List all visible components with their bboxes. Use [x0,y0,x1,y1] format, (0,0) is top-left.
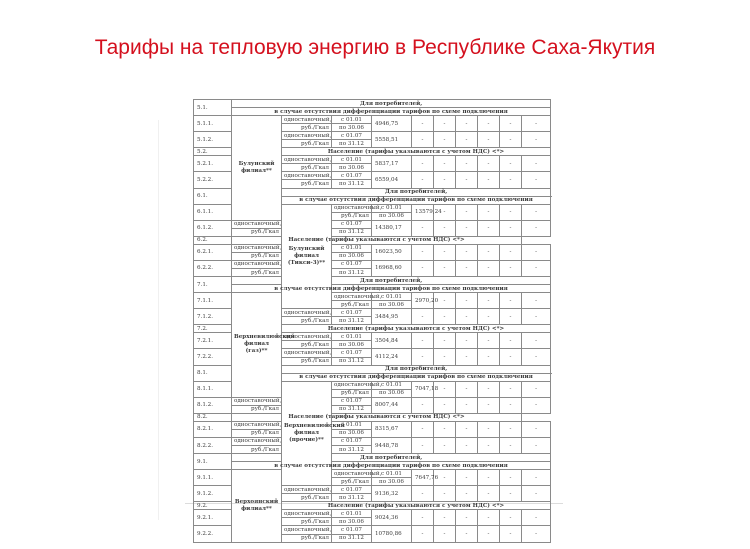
tariff-value: 5558,51 [372,132,412,148]
empty-value: - [456,244,478,260]
tariff-value: 2970,20 [412,293,434,309]
empty-value: - [456,293,478,309]
tariff-value: 7047,18 [412,381,434,397]
empty-value: - [478,470,500,486]
row-number: 8.2.2. [194,437,232,453]
empty-value: - [522,397,551,413]
empty-value: - [478,421,500,437]
tariff-unit: руб./Гкал [232,429,282,437]
empty-value: - [500,156,522,172]
empty-value: - [500,116,522,132]
empty-value: - [500,260,522,276]
empty-value: - [434,349,456,365]
consumer-header-note: в случае отсутствия дифференциации тарифов по схеме подключения [232,462,551,470]
empty-value: - [478,260,500,276]
empty-value: - [456,220,478,236]
tariff-type: одноставочный, [232,244,282,252]
tariff-unit: руб./Гкал [282,494,332,502]
empty-value: - [456,349,478,365]
empty-value: - [434,381,456,397]
section-header-row [194,454,551,462]
row-number: 8.2. [194,413,232,421]
empty-value: - [500,510,522,526]
empty-value: - [456,437,478,453]
empty-value: - [500,349,522,365]
empty-value: - [522,470,551,486]
tariff-value: 16968,60 [372,260,412,276]
empty-value: - [500,381,522,397]
empty-value: - [434,526,456,542]
empty-value: - [522,172,551,188]
empty-value: - [478,381,500,397]
row-number: 9.2.2. [194,526,232,542]
tariff-type: одноставочный, [332,204,372,212]
tariff-value: 16023,50 [372,244,412,260]
tariff-unit: руб./Гкал [332,301,372,309]
tariff-type: одноставочный, [282,510,332,518]
empty-value: - [456,116,478,132]
row-number: 8.1. [194,365,232,381]
empty-value: - [412,116,434,132]
period-end: по 30.06 [332,341,372,349]
tariff-value: 14380,17 [372,220,412,236]
slide-title: Тарифы на тепловую энергию в Республике Саха-Якутия [94,36,656,59]
row-number: 9.1. [194,454,232,470]
empty-value: - [434,333,456,349]
empty-value: - [500,172,522,188]
empty-value: - [522,421,551,437]
period-end: по 31.12 [332,405,372,413]
empty-value: - [434,244,456,260]
tariff-type: одноставочный, [282,526,332,534]
period-start: с 01.07 [332,526,372,534]
consumer-header: Для потребителей, [232,454,551,462]
consumer-header: Для потребителей, [232,100,551,108]
empty-value: - [478,526,500,542]
row-number: 8.1.2. [194,397,232,413]
empty-value: - [478,156,500,172]
empty-value: - [434,132,456,148]
empty-value: - [478,244,500,260]
row-number: 7.1.2. [194,309,232,325]
table-row [194,397,551,405]
empty-value: - [500,470,522,486]
empty-value: - [412,349,434,365]
empty-value: - [500,309,522,325]
empty-value: - [434,437,456,453]
row-number: 5.2.1. [194,156,232,172]
population-header-row [194,413,551,421]
period-end: по 31.12 [332,268,372,276]
empty-value: - [478,116,500,132]
tariff-value: 8315,67 [372,421,412,437]
period-end: по 30.06 [332,252,372,260]
tariff-type: одноставочный, [332,381,372,389]
empty-value: - [522,437,551,453]
empty-value: - [456,309,478,325]
period-start: с 01.01 [332,333,372,341]
period-start: с 01.01 [372,204,412,212]
empty-value: - [434,220,456,236]
period-end: по 30.06 [332,429,372,437]
empty-value: - [478,220,500,236]
empty-value: - [522,156,551,172]
empty-value: - [412,510,434,526]
period-end: по 31.12 [332,446,372,454]
empty-value: - [434,470,456,486]
empty-value: - [412,172,434,188]
empty-value: - [456,526,478,542]
tariff-value: 9136,32 [372,486,412,502]
empty-value: - [500,293,522,309]
tariff-value: 10780,86 [372,526,412,542]
empty-value: - [500,333,522,349]
tariff-type: одноставочный, [282,156,332,164]
empty-value: - [412,220,434,236]
empty-value: - [522,510,551,526]
row-number: 9.1.2. [194,486,232,502]
empty-value: - [412,421,434,437]
empty-value: - [412,156,434,172]
period-end: по 30.06 [332,164,372,172]
empty-value: - [434,397,456,413]
empty-value: - [478,486,500,502]
section-header-row [194,285,551,293]
consumer-header-note: в случае отсутствия дифференциации тарифов по схеме подключения [282,196,551,204]
tariff-value: 6559,04 [372,172,412,188]
empty-value: - [500,397,522,413]
tariff-table [193,99,551,543]
tariff-type: одноставочный, [282,116,332,124]
empty-value: - [456,397,478,413]
row-number: 7.1. [194,277,232,293]
tariff-unit: руб./Гкал [282,341,332,349]
table-row [194,244,551,252]
tariff-unit: руб./Гкал [282,534,332,542]
tariff-table-body [194,100,551,543]
row-number: 5.2.2. [194,172,232,188]
empty-value: - [434,309,456,325]
empty-value: - [412,526,434,542]
empty-value: - [412,486,434,502]
empty-value: - [434,421,456,437]
empty-value: - [522,244,551,260]
empty-value: - [500,132,522,148]
empty-value: - [500,486,522,502]
period-end: по 31.12 [332,534,372,542]
empty-value: - [522,381,551,397]
empty-value: - [478,397,500,413]
row-number: 6.1.2. [194,220,232,236]
row-number: 7.2. [194,325,232,333]
period-start: с 01.07 [332,486,372,494]
empty-value: - [456,381,478,397]
period-start: с 01.01 [332,156,372,164]
empty-value: - [478,204,500,220]
empty-value: - [478,132,500,148]
empty-value: - [456,204,478,220]
empty-value: - [412,244,434,260]
empty-value: - [434,116,456,132]
empty-value: - [434,204,456,220]
empty-value: - [456,486,478,502]
period-start: с 01.07 [332,260,372,268]
consumer-header: Для потребителей, [282,188,551,196]
period-start: с 01.07 [332,132,372,140]
tariff-unit: руб./Гкал [232,268,282,276]
table-row [194,437,551,445]
row-number: 6.2.1. [194,244,232,260]
empty-value: - [522,486,551,502]
tariff-value: 13579,24 [412,204,434,220]
empty-value: - [456,132,478,148]
section-header-row [194,462,551,470]
branch-name: Верхневилюйский филиал (газ)** [232,293,282,398]
period-end: по 30.06 [372,212,412,220]
tariff-value: 3504,84 [372,333,412,349]
row-number: 6.1. [194,188,232,204]
empty-value: - [522,220,551,236]
empty-value: - [522,349,551,365]
branch-name: Булунский филиал (Тикси-3)** [282,204,332,309]
empty-value: - [522,204,551,220]
tariff-type: одноставочный, [232,220,282,228]
tariff-type: одноставочный, [232,397,282,405]
period-start: с 01.01 [332,510,372,518]
tariff-unit: руб./Гкал [232,405,282,413]
row-number: 7.2.2. [194,349,232,365]
branch-name: Верхневилюйский филиал (прочие)** [282,381,332,486]
empty-value: - [412,437,434,453]
tariff-type: одноставочный, [232,260,282,268]
consumer-header-note: в случае отсутствия дифференциации тарифов по схеме подключения [232,285,551,293]
row-number: 5.1.1. [194,116,232,132]
table-row [194,421,551,429]
period-start: с 01.01 [372,470,412,478]
period-start: с 01.07 [332,172,372,180]
row-number: 6.1.1. [194,204,232,220]
period-end: по 31.12 [332,317,372,325]
row-number: 6.2. [194,236,232,244]
section-header-row [194,108,551,116]
population-header: Население (тарифы указываются с учетом НДС) <*> [232,413,522,421]
tariff-type: одноставочный, [332,470,372,478]
consumer-header-note: в случае отсутствия дифференциации тарифов по схеме подключения [282,373,551,381]
period-end: по 30.06 [332,518,372,526]
section-header-row [194,277,551,285]
tariff-type: одноставочный, [282,132,332,140]
period-end: по 31.12 [332,140,372,148]
empty-value: - [456,510,478,526]
period-start: с 01.01 [372,293,412,301]
empty-value: - [522,526,551,542]
period-start: с 01.01 [332,116,372,124]
row-number: 9.2. [194,502,232,510]
section-header-row [194,100,551,108]
tariff-unit: руб./Гкал [282,164,332,172]
empty-value: - [522,333,551,349]
table-row [194,116,551,124]
empty-value: - [478,293,500,309]
empty-value: - [522,132,551,148]
tariff-unit: руб./Гкал [282,518,332,526]
tariff-type: одноставочный, [282,486,332,494]
tariff-unit: руб./Гкал [332,478,372,486]
tariff-value: 8007,44 [372,397,412,413]
empty-value: - [500,204,522,220]
tariff-type: одноставочный, [282,333,332,341]
tariff-unit: руб./Гкал [332,212,372,220]
tariff-type: одноставочный, [282,349,332,357]
empty-value: - [478,510,500,526]
empty-value: - [478,309,500,325]
tariff-value: 4112,24 [372,349,412,365]
empty-value: - [456,333,478,349]
tariff-unit: руб./Гкал [232,446,282,454]
consumer-header-note: в случае отсутствия дифференциации тарифов по схеме подключения [232,108,551,116]
empty-value: - [434,172,456,188]
period-end: по 30.06 [372,478,412,486]
branch-name: Верхоянский филиал** [232,470,282,542]
tariff-unit: руб./Гкал [282,180,332,188]
empty-value: - [412,260,434,276]
period-end: по 31.12 [332,228,372,236]
tariff-type: одноставочный, [282,309,332,317]
population-header-row [194,236,551,244]
empty-value: - [522,260,551,276]
tariff-type: одноставочный, [232,421,282,429]
row-number: 5.1.2. [194,132,232,148]
empty-value: - [522,116,551,132]
page-shadow [158,120,159,520]
empty-value: - [456,156,478,172]
row-number: 8.1.1. [194,381,232,397]
empty-value: - [522,309,551,325]
period-start: с 01.01 [332,421,372,429]
empty-value: - [478,333,500,349]
empty-value: - [412,397,434,413]
period-end: по 30.06 [372,301,412,309]
empty-value: - [434,156,456,172]
branch-name: Булунский филиал** [232,116,282,221]
table-row [194,220,551,228]
row-number: 5.1. [194,100,232,116]
period-start: с 01.07 [332,349,372,357]
period-end: по 31.12 [332,180,372,188]
row-number: 5.2. [194,148,232,156]
period-end: по 31.12 [332,494,372,502]
consumer-header: Для потребителей, [232,277,551,285]
row-number: 8.2.1. [194,421,232,437]
empty-value: - [500,220,522,236]
tariff-unit: руб./Гкал [282,124,332,132]
empty-value: - [434,293,456,309]
tariff-value: 3484,95 [372,309,412,325]
empty-value: - [478,349,500,365]
tariff-type: одноставочный, [232,437,282,445]
empty-value: - [412,132,434,148]
tariff-unit: руб./Гкал [332,389,372,397]
empty-value: - [412,309,434,325]
empty-value: - [478,172,500,188]
empty-value: - [434,486,456,502]
row-number: 7.2.1. [194,333,232,349]
tariff-unit: руб./Гкал [232,252,282,260]
empty-value: - [456,260,478,276]
tariff-value: 9448,78 [372,437,412,453]
tariff-value: 9024,36 [372,510,412,526]
empty-value: - [500,437,522,453]
population-header: Население (тарифы указываются с учетом НДС) <*> [282,502,551,510]
tariff-value: 7647,76 [412,470,434,486]
empty-value: - [456,421,478,437]
period-end: по 30.06 [332,124,372,132]
empty-value: - [522,293,551,309]
tariff-unit: руб./Гкал [232,228,282,236]
tariff-unit: руб./Гкал [282,140,332,148]
empty-value: - [500,526,522,542]
period-end: по 31.12 [332,357,372,365]
population-header: Население (тарифы указываются с учетом НДС) <*> [232,236,522,244]
tariff-unit: руб./Гкал [282,357,332,365]
table-row [194,260,551,268]
tariff-value: 4946,75 [372,116,412,132]
empty-value: - [434,260,456,276]
empty-value: - [456,470,478,486]
period-start: с 01.01 [372,381,412,389]
table-row [194,470,551,478]
row-number: 9.1.1. [194,470,232,486]
empty-value: - [434,510,456,526]
consumer-header: Для потребителей, [282,365,551,373]
row-number: 7.1.1. [194,293,232,309]
population-header: Население (тарифы указываются с учетом НДС) <*> [282,325,551,333]
period-start: с 01.07 [332,309,372,317]
empty-value: - [478,437,500,453]
empty-value: - [500,421,522,437]
empty-value: - [456,172,478,188]
tariff-unit: руб./Гкал [282,317,332,325]
row-number: 9.2.1. [194,510,232,526]
tariff-type: одноставочный, [282,172,332,180]
period-start: с 01.07 [332,220,372,228]
period-start: с 01.07 [332,397,372,405]
table-row [194,293,551,301]
period-end: по 30.06 [372,389,412,397]
period-start: с 01.07 [332,437,372,445]
tariff-value: 5837,17 [372,156,412,172]
population-header: Население (тарифы указываются с учетом НДС) <*> [282,148,551,156]
tariff-type: одноставочный, [332,293,372,301]
row-number: 6.2.2. [194,260,232,276]
period-start: с 01.01 [332,244,372,252]
empty-value: - [412,333,434,349]
empty-value: - [500,244,522,260]
